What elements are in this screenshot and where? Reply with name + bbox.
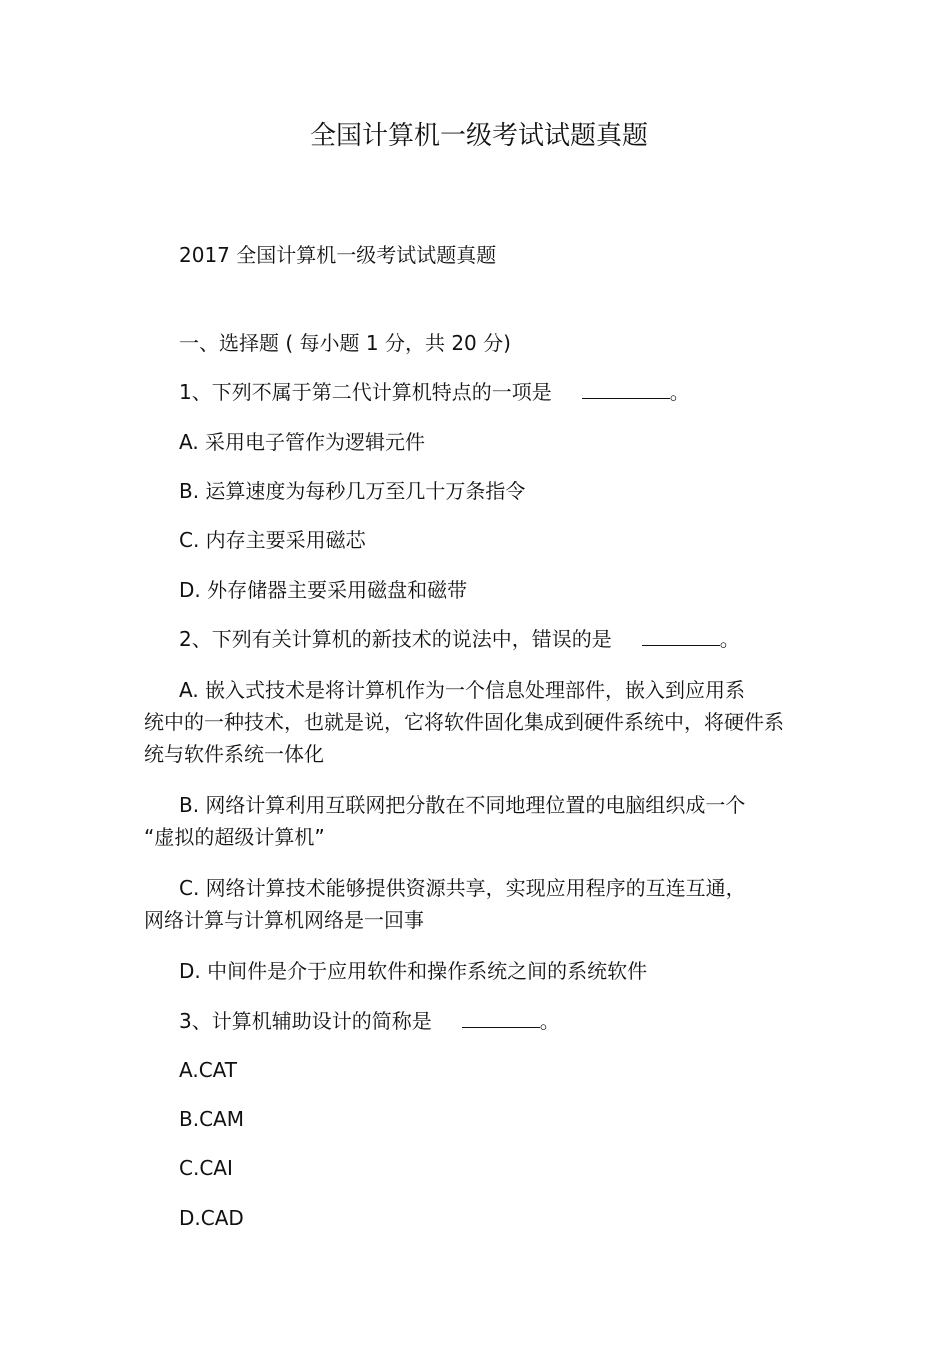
option-b-first-line: B. 网络计算利用互联网把分散在不同地理位置的电脑组织成一个 xyxy=(179,793,746,817)
document-title: 全国计算机一级考试试题真题 xyxy=(309,121,648,151)
answer-blank xyxy=(642,625,720,646)
option-a-continuation: 统中的一种技术，也就是说，它将软件固化集成到硬件系统中，将硬件系统与软件系统一体化 xyxy=(144,710,784,766)
blank-period: 。 xyxy=(719,627,740,651)
question-2-stem: 2、下列有关计算机的新技术的说法中，错误的是 xyxy=(179,627,612,651)
question-3-option-d: D.CAD xyxy=(179,1206,244,1230)
question-1-option-b: B. 运算速度为每秒几万至几十万条指令 xyxy=(179,479,526,503)
question-1-stem: 1、下列不属于第二代计算机特点的一项是 xyxy=(179,380,552,404)
question-2-option-c xyxy=(144,872,784,936)
question-2-stem-line xyxy=(179,623,740,655)
document-subtitle: 2017 全国计算机一级考试试题真题 xyxy=(179,243,497,267)
section-heading: 一、选择题 ( 每小题 1 分，共 20 分) xyxy=(179,331,511,355)
question-3-option-b: B.CAM xyxy=(179,1107,244,1131)
question-1-stem-line xyxy=(179,376,690,408)
blank-period: 。 xyxy=(669,380,690,404)
question-1-option-d: D. 外存储器主要采用磁盘和磁带 xyxy=(179,578,468,602)
question-2-option-b xyxy=(144,789,784,853)
question-2-option-d: D. 中间件是介于应用软件和操作系统之间的系统软件 xyxy=(179,959,648,983)
option-a-first-line: A. 嵌入式技术是将计算机作为一个信息处理部件，嵌入到应用系 xyxy=(179,678,746,702)
question-1-option-a: A. 采用电子管作为逻辑元件 xyxy=(179,430,426,454)
option-b-continuation: “虚拟的超级计算机” xyxy=(144,825,325,849)
question-2-option-a xyxy=(144,674,784,770)
question-3-option-c: C.CAI xyxy=(179,1156,233,1180)
option-c-first-line: C. 网络计算技术能够提供资源共享，实现应用程序的互连互通， xyxy=(179,876,746,900)
question-3-stem-line xyxy=(179,1005,560,1037)
question-3-option-a: A.CAT xyxy=(179,1058,237,1082)
option-c-continuation: 网络计算与计算机网络是一回事 xyxy=(144,908,424,932)
answer-blank xyxy=(462,1007,540,1028)
blank-period: 。 xyxy=(539,1009,560,1033)
question-1-option-c: C. 内存主要采用磁芯 xyxy=(179,528,366,552)
answer-blank xyxy=(582,378,670,399)
question-3-stem: 3、计算机辅助设计的简称是 xyxy=(179,1009,432,1033)
